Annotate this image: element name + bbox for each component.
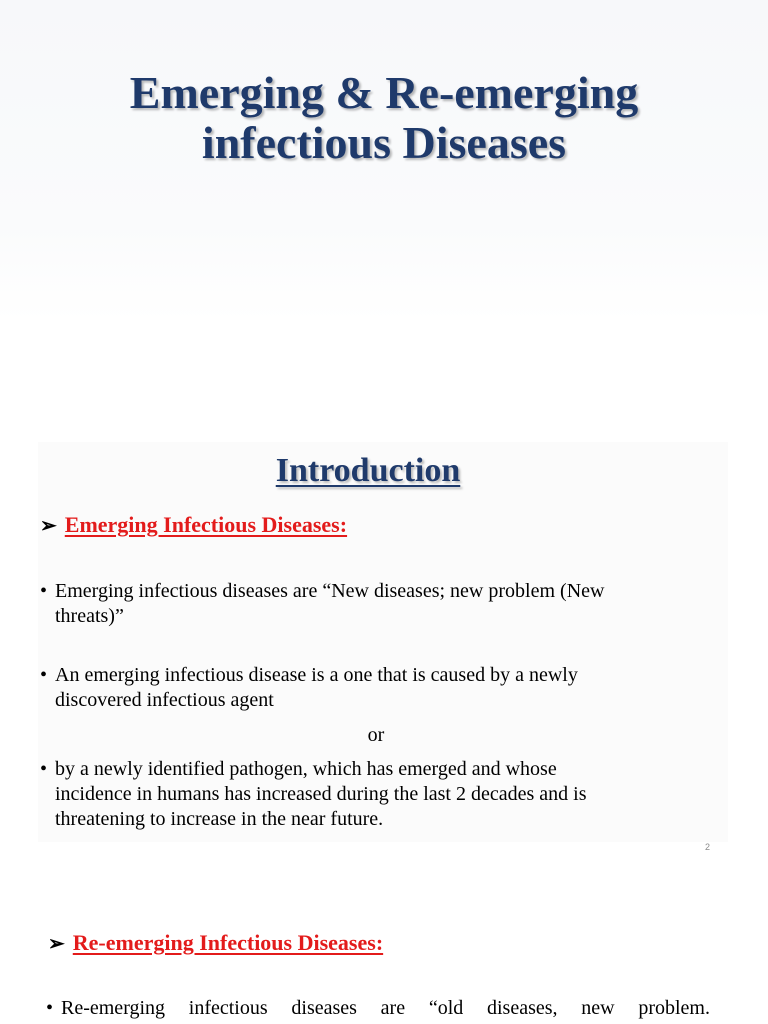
text-line: threats)”: [55, 605, 124, 627]
list-item: [40, 579, 702, 629]
bullet-list: [46, 996, 710, 1021]
list-item-text: [55, 579, 702, 629]
bullet-marker: •: [40, 664, 48, 686]
slide-number: 2: [705, 842, 711, 852]
text-line: incidence in humans has increased during the last 2 decades and is: [55, 783, 587, 805]
list-item-text: [55, 663, 702, 713]
list-item: [40, 757, 702, 832]
arrow-bullet-icon: ➢: [40, 514, 57, 537]
section-heading-label: Re-emerging Infectious Diseases:: [72, 930, 384, 955]
text-line: discovered infectious agent: [55, 689, 274, 711]
list-item-text: [55, 757, 702, 832]
section-heading-label: Emerging Infectious Diseases:: [64, 512, 348, 537]
title-line-2: infectious Diseases: [201, 117, 567, 168]
text-line: An emerging infectious disease is a one that is caused by a newly: [55, 664, 578, 686]
section-heading-re-emerging: [48, 930, 383, 956]
title-line-1: Emerging & Re-emerging: [129, 67, 639, 118]
list-item: [46, 996, 710, 1021]
text-line: threatening to increase in the near future.: [55, 808, 384, 830]
list-item-text: Re-emerging infectious diseases are “old diseases, new problem.: [61, 997, 710, 1019]
introduction-slide: [0, 322, 768, 872]
slide-heading: Introduction: [275, 452, 461, 489]
bullet-marker: •: [40, 758, 48, 780]
arrow-bullet-icon: ➢: [48, 932, 65, 955]
text-line: Emerging infectious diseases are “New diseases; new problem (New: [55, 580, 605, 602]
section-heading-emerging: [40, 512, 347, 538]
list-item: [40, 663, 702, 713]
bullet-marker: •: [40, 580, 48, 602]
re-emerging-slide: [0, 872, 768, 1024]
title-slide: [0, 0, 768, 322]
bullet-list: [40, 579, 702, 832]
text-line: by a newly identified pathogen, which has emerged and whose: [55, 758, 557, 780]
bullet-marker: •: [46, 997, 54, 1019]
slide-title: [0, 68, 768, 168]
or-separator: or: [367, 724, 385, 746]
